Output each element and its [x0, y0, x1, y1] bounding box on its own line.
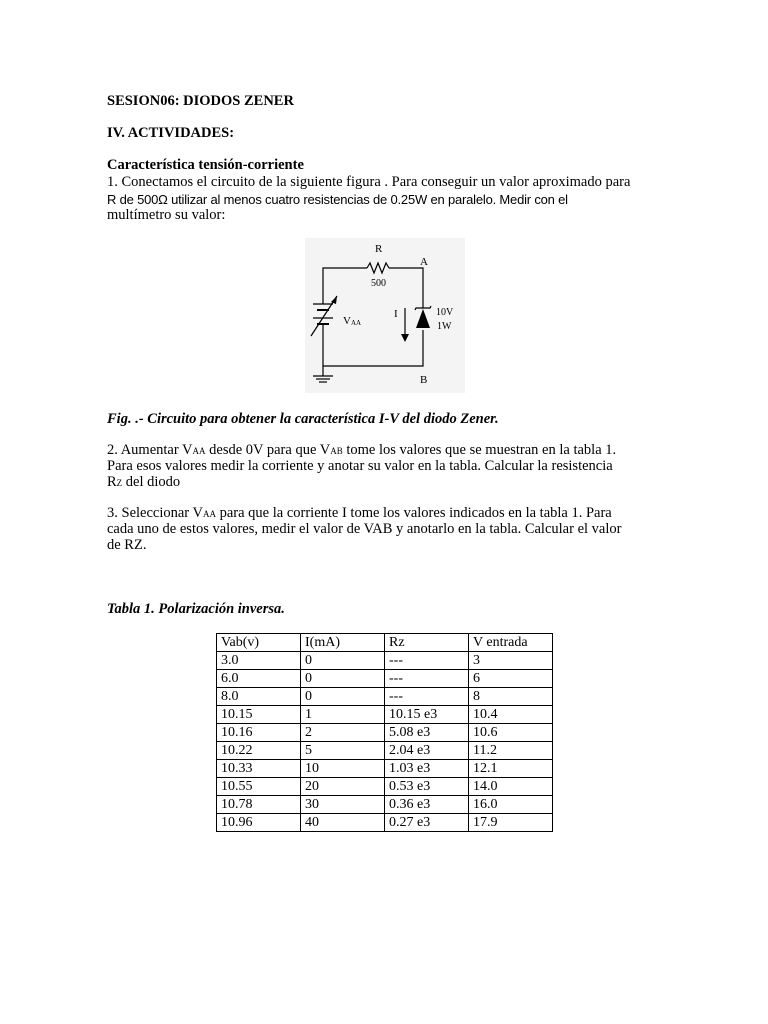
table-header-row	[217, 634, 553, 652]
table-cell: 0	[301, 688, 385, 706]
table-cell: 10.16	[217, 724, 301, 742]
table-cell: 5	[301, 742, 385, 760]
current-label: I	[394, 308, 398, 320]
table-cell: 14.0	[469, 778, 553, 796]
resistor-label: R	[375, 243, 383, 255]
table-row	[217, 670, 553, 688]
table-cell: 10	[301, 760, 385, 778]
circuit-diagram	[305, 238, 465, 393]
step2-sub-ab: AB	[330, 446, 343, 456]
table-cell: 0.53 e3	[385, 778, 469, 796]
table-cell: 10.15	[217, 706, 301, 724]
step3-line3: de RZ.	[107, 537, 147, 553]
table-cell: 10.22	[217, 742, 301, 760]
step2-text-d: del diodo	[122, 474, 181, 490]
table-header-cell: Vab(v)	[217, 634, 301, 652]
table-row	[217, 652, 553, 670]
table-cell: 40	[301, 814, 385, 832]
table-cell: 30	[301, 796, 385, 814]
table-header-cell: I(mA)	[301, 634, 385, 652]
table-cell: 8	[469, 688, 553, 706]
table-header-cell: Rz	[385, 634, 469, 652]
step3-text-a: 3. Seleccionar V	[107, 505, 203, 521]
step2-text-b: desde 0V para que V	[205, 442, 331, 458]
table-cell: 6.0	[217, 670, 301, 688]
step3-sub-aa: AA	[202, 509, 216, 519]
step2-text-a: 2. Aumentar V	[107, 442, 193, 458]
step2-text-r: R	[107, 474, 117, 490]
table-cell: 0.27 e3	[385, 814, 469, 832]
section-heading: IV. ACTIVIDADES:	[107, 125, 235, 141]
table-cell: 12.1	[469, 760, 553, 778]
table-cell: 1.03 e3	[385, 760, 469, 778]
table-cell: 3.0	[217, 652, 301, 670]
table-header-cell: V entrada	[469, 634, 553, 652]
table-cell: 5.08 e3	[385, 724, 469, 742]
table-caption: Tabla 1. Polarización inversa.	[107, 601, 285, 617]
table-cell: 8.0	[217, 688, 301, 706]
table-cell: 2	[301, 724, 385, 742]
table-cell: 17.9	[469, 814, 553, 832]
table-cell: 16.0	[469, 796, 553, 814]
resistor-value: 500	[371, 278, 386, 289]
table-cell: 6	[469, 670, 553, 688]
table-cell: 2.04 e3	[385, 742, 469, 760]
table-cell: 3	[469, 652, 553, 670]
table-cell: 10.78	[217, 796, 301, 814]
table-cell: 10.55	[217, 778, 301, 796]
subsection-heading: Característica tensión-corriente	[107, 157, 304, 173]
table-cell: 10.4	[469, 706, 553, 724]
table-row	[217, 760, 553, 778]
table-cell: 10.15 e3	[385, 706, 469, 724]
step2-line2: Para esos valores medir la corriente y anotar su valor en la tabla. Calcular la resistencia	[107, 458, 613, 474]
table-cell: ---	[385, 688, 469, 706]
table-cell: 10.6	[469, 724, 553, 742]
table-row	[217, 688, 553, 706]
step3-line2: cada uno de estos valores, medir el valor de VAB y anotarlo en la tabla. Calcular el valor	[107, 521, 622, 537]
table-cell: 0	[301, 670, 385, 688]
table-cell: 1	[301, 706, 385, 724]
source-label: VAA	[343, 315, 362, 327]
table-cell: 0.36 e3	[385, 796, 469, 814]
polarization-table	[216, 633, 553, 832]
step2-sub-aa: AA	[192, 446, 206, 456]
table-cell: 0	[301, 652, 385, 670]
table-cell: 10.96	[217, 814, 301, 832]
figure-caption: Fig. .- Circuito para obtener la característica I-V del diodo Zener.	[107, 411, 499, 427]
step2-sub-z: Z	[116, 478, 123, 488]
node-a-label: A	[420, 256, 428, 268]
step2-line3	[107, 474, 180, 492]
step1-line3: multímetro su valor:	[107, 207, 226, 223]
table-row	[217, 814, 553, 832]
step1-line1: 1. Conectamos el circuito de la siguiente figura . Para conseguir un valor aproximado para	[107, 174, 631, 190]
step1-line2: R de 500Ω utilizar al menos cuatro resistencias de 0.25W en paralelo. Medir con el	[107, 192, 568, 207]
node-b-label: B	[420, 374, 428, 386]
table-cell: ---	[385, 670, 469, 688]
table-row	[217, 724, 553, 742]
table-cell: 10.33	[217, 760, 301, 778]
table-cell: ---	[385, 652, 469, 670]
table-row	[217, 742, 553, 760]
zener-voltage: 10V	[436, 307, 454, 318]
step2-text-c: tome los valores que se muestran en la tabla 1.	[342, 442, 617, 458]
table-cell: 11.2	[469, 742, 553, 760]
page-title: SESION06: DIODOS ZENER	[107, 93, 294, 109]
table-row	[217, 796, 553, 814]
zener-power: 1W	[437, 321, 452, 332]
step3-text-b: para que la corriente I tome los valores indicados en la tabla 1. Para	[215, 505, 612, 521]
table-row	[217, 706, 553, 724]
table-body	[217, 634, 553, 832]
table-cell: 20	[301, 778, 385, 796]
table-row	[217, 778, 553, 796]
